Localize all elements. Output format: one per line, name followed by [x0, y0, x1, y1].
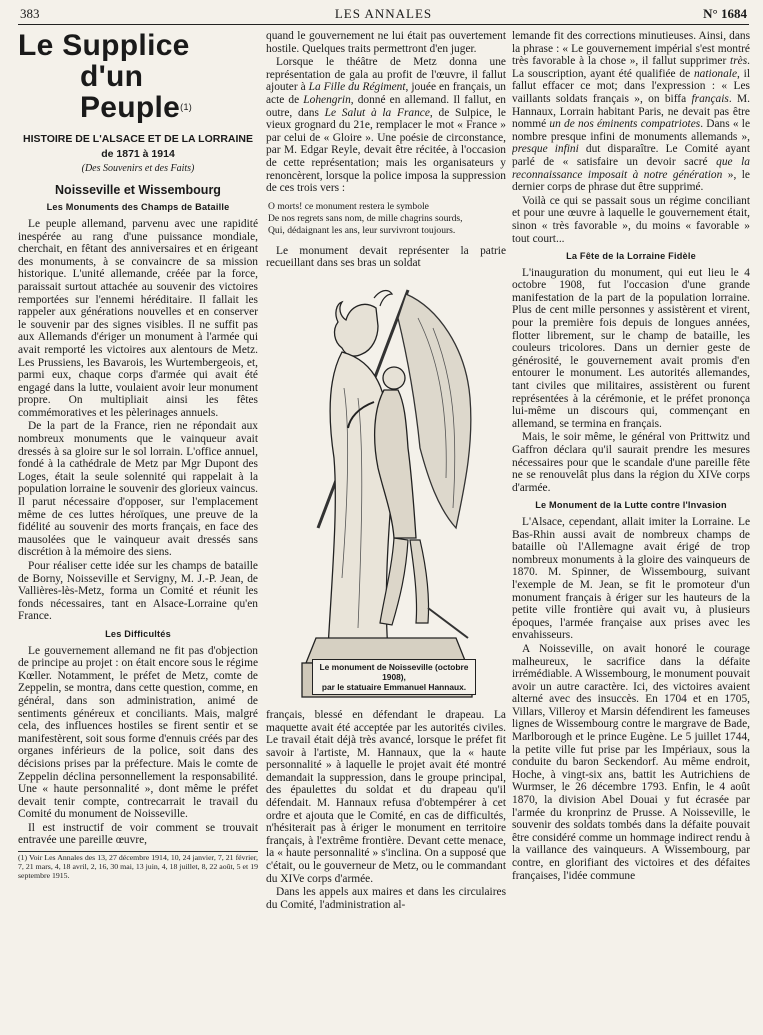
header-rule: [18, 24, 749, 25]
paragraph: Il est instructif de voir comment se trouvait entravée une pareille œuvre,: [18, 821, 258, 847]
title-footnote-marker: (1): [180, 102, 193, 112]
paragraph: Le monument devait représenter la patrie recueillant dans ses bras un soldat: [266, 244, 506, 270]
page-number: 383: [20, 6, 40, 21]
article-source: (Des Souvenirs et des Faits): [81, 163, 195, 175]
article-subtitle: HISTOIRE DE L'ALSACE ET DE LA LORRAINE: [22, 133, 253, 145]
poem-line: Qui, dédaignant les ans, leur survivront toujours.: [268, 224, 456, 236]
subheading-difficultes: Les Difficultés: [105, 628, 171, 639]
figure-caption: Le monument de Noisseville (octobre 1908), par le statuaire Emmanuel Hannaux.: [312, 659, 476, 695]
paragraph: français, blessé en défendant le drapeau. La maquette avait été acceptée par les autorités civiles. Le travail était déjà très avancé, lorsque le préfet fit savoir à l'artiste, M. Hannaux, que la « haute personnalité » à laquelle le projet avait été montré demandait la suppression, dans le groupe principal, des épaulettes du soldat et du drapeau qu'il défendait. M. Hannaux refusa d'obtempérer à cet ordre et ajouta que le Comité, en cas de difficultés, n'hésiterait pas à ériger le monument en territoire français, à l'extrême frontière. Devant cette menace, la « haute personnalité » s'inclina. On a supposé que c'était, ou le gouverneur de Metz, ou le commandant du XIVe corps d'armée.: [266, 708, 506, 885]
monument-illustration: [288, 278, 484, 703]
paragraph: lemande fit des corrections minutieuses. Ainsi, dans la phrase : « Le gouvernement impérial s'est montré très favorable à la chose », il fallut supprimer très. La souscription, ayant été qualifiée de nationale, il fallut effacer ce mot; dans l'expression : « Les vaillants soldats français », on biffa français. M. Hannaux, Lorrain habitant Paris, ne devait pas être nommé un de nos éminents compatriotes. Dans « le nombre presque infini de monuments allemands », presque infini dut disparaître. Le Comité ayant parlé de « satisfaire un devoir sacré que la reconnaissance imposait à notre génération », le dernier corps de phrase dut être supprimé.: [512, 30, 750, 194]
paragraph: L'Alsace, cependant, allait imiter la Lorraine. Le Bas-Rhin aussi avait de nombreux champs de bataille où l'Allemagne avait érigé de trop nombreux monuments à la gloire des vainqueurs de 1870. M. Spinner, de Wissembourg, suivant l'exemple de M. Jean, se fit le promoteur d'un monument français à ériger sur les hauteurs de la petite ville frontière qui avait vu, à plusieurs époques, l'armée française aux prises avec les envahisseurs.: [512, 515, 750, 642]
running-header: [20, 6, 747, 22]
footnote: (1) Voir Les Annales des 13, 27 décembre 1914, 10, 24 janvier, 7, 21 février, 7, 21 mars, 4, 18 avril, 2, 16, 30 mai, 13 juin, 4, 18 juillet, 8, 22 août, 5 et 19 septembre 1915.: [18, 853, 258, 880]
paragraph: A Noisseville, on avait honoré le courage malheureux, le sacrifice dans la défaite irrémédiable. A Wissembourg, le monument pouvait avoir un autre caractère. Ici, des victoires avaient alterné avec des insuccès. En 1704 et en 1705, Villars, Villeroy et Marsin défendirent les fameuses lignes de Wissembourg contre le margrave de Bade, Marlborough et le prince Eugène. Le 5 juillet 1744, la petite ville fut prise par les Impériaux, sous la conduite du baron Seckendorf. Au même endroit, Hoche, à vingt-six ans, battit les Autrichiens de Wurmser, le 26 décembre 1793. Enfin, le 4 août 1870, la division Abel Douai y fut écrasée par l'armée du kronprinz de Prusse. A Noisseville, le souvenir des soldats tombés dans la défaite pouvait être considéré comme un hommage indirect rendu à la vaillance des vainqueurs. A Wissembourg, par contre, en glorifiant des victoires et des défaites françaises, l'idée commune: [512, 642, 750, 882]
paragraph: De la part de la France, rien ne répondait aux nombreux monuments que le vainqueur avait dressés à sa gloire sur le sol lorrain. L'office annuel, fondé à la cathédrale de Metz par Mgr Dupont des Loges, était la seule solennité qui rappelait à la population lorraine le souvenir des glorieux vaincus. Il parut nécessaire d'opposer, sur l'emplacement même de ces luttes héroïques, une preuve de la fidélité au souvenir des morts français, en face des mausolées que le vainqueur avait dressés sans discrétion à la mémoire des siens.: [18, 420, 258, 559]
title-line-1: Le Supplice: [18, 30, 190, 62]
paragraph: Le peuple allemand, parvenu avec une rapidité inespérée au rang d'une puissance mondiale, cherchait, en fêtant des anniversaires et en érigeant des monuments, à se convaincre de sa mission historique. L'unité allemande, créée par la force, paraissait surtout attachée au souvenir des victoires remportées sur l'ennemi héréditaire. Il fallait les rappeler aux générations nouvelles et en conserver le souvenir par des signes visibles. Il ne suffit pas aux Allemands d'ériger un monument à l'armée qui avait remporté les victoires aux alentours de Metz. Les Prussiens, les Bavarois, les Wurtembergeois, et, parmi eux, chaque corps d'armée qui avait été engagé dans la lutte, voulaient avoir leur monument propre. On multipliait ainsi les fêtes commémoratives et les pèlerinages annuels.: [18, 217, 258, 419]
subheading-fete: La Fête de la Lorraine Fidèle: [566, 251, 696, 262]
poem-line: De nos regrets sans nom, de mille chagrins sourds,: [268, 212, 463, 224]
title-line-2: d'un Peuple: [80, 60, 181, 124]
paragraph: Pour réaliser cette idée sur les champs de bataille de Borny, Noisseville et Servigny, M. J.-P. Jean, de Vallières-lès-Metz, forma un Comité et réunit les fonds nécessaires, tant en Alsace-Lorraine qu'en France.: [18, 560, 258, 623]
issue-number: N° 1684: [703, 6, 747, 21]
paragraph: Lorsque le théâtre de Metz donna une représentation de gala au profit de l'œuvre, il fallut ajouter à La Fille du Régiment, jouée en français, un acte de Lohengrin, donné en allemand. Il fallut, en outre, dans Le Salut à la France, de Sulpice, le vieux grognard du 21e, remplacer le mot « France » par celui de « Gloire ». Une poésie de circonstance, par M. Edgar Reyle, devait être récitée, à l'occasion de cette représentation; mais les organisateurs y renoncèrent, lorsque la police imposa la suppression de ces trois vers :: [266, 56, 506, 195]
paragraph: L'inauguration du monument, qui eut lieu le 4 octobre 1908, fut l'occasion d'une grande manifestation de la part de la population lorraine. Plus de cent mille personnes y assistèrent et virent, pour la première fois depuis de longues années, flotter librement, sur le champ de bataille, les couleurs tricolores. Dans un dernier geste de générosité, le gouvernement avait promis d'en entourer le monument. Les autorités allemandes, tant civiles que militaires, assistèrent ou furent représentées à la cérémonie, et le préfet prononça lui-même un discours qui, commençant en allemand, se termina en français.: [512, 266, 750, 430]
section-title: Noisseville et Wissembourg: [55, 182, 221, 197]
paragraph: Mais, le soir même, le général von Prittwitz und Gaffron déclara qu'il saurait prendre les mesures nécessaires pour que le scandale d'une pareille fête ne se renouvelât plus dans la région du XIVe corps d'armée.: [512, 431, 750, 494]
article-dates: de 1871 à 1914: [101, 147, 175, 160]
poem-excerpt: [268, 201, 506, 237]
column-1: [18, 30, 258, 1031]
subheading-monuments: Les Monuments des Champs de Bataille: [46, 202, 230, 213]
subheading-lutte: Le Monument de la Lutte contre l'Invasion: [535, 500, 727, 511]
column-2: [266, 30, 506, 1031]
poem-line: O morts! ce monument restera le symbole: [268, 200, 429, 212]
column-3: [512, 30, 750, 1031]
paragraph: quand le gouvernement ne lui était pas ouvertement hostile. Quelques traits permettront d'en juger.: [266, 30, 506, 55]
monument-sculpture-icon: [288, 278, 484, 703]
paragraph: Le gouvernement allemand ne fit pas d'objection de principe au projet : on était encore sous le régime Kœller. Notamment, le préfet de Metz, comte de Zeppelin, se montra, dans cette question, comme, en général, dans son administration, animé de sentiments généreux et conciliants. Mais, malgré cela, des influences hostiles se firent sentir et se manifestèrent, soit sous forme d'ennuis créés par des organes inférieurs de la police, soit dans des décisions prises par la préfecture. Mais le comte de Zeppelin déclina personnellement la responsabilité. Une « haute personnalité », dont même le préfet devait tenir compte, contrecarrait le travail du Comité du monument de Noisseville.: [18, 644, 258, 821]
article-title: [18, 30, 258, 123]
journal-title: LES ANNALES: [334, 6, 433, 21]
paragraph: Dans les appels aux maires et dans les circulaires du Comité, l'administration al-: [266, 886, 506, 911]
paragraph: Voilà ce qui se passait sous un régime conciliant et pour une œuvre à laquelle le gouvernement était, sinon « très favorable », du moins « favorable » tout court...: [512, 194, 750, 245]
